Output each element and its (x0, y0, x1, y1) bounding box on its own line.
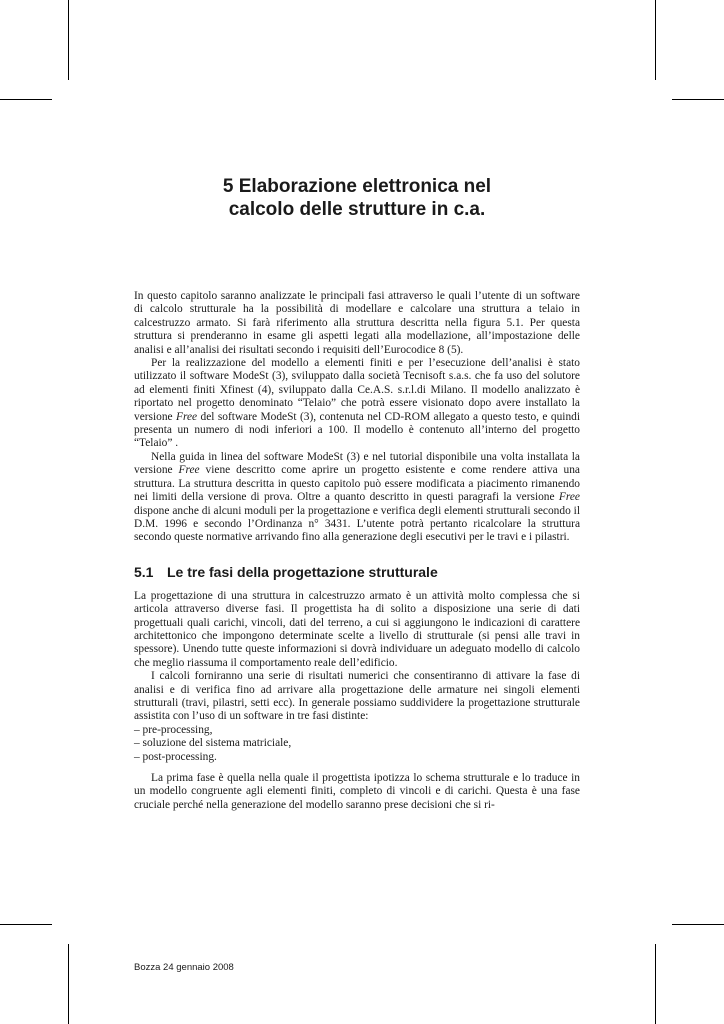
page-body (134, 290, 580, 812)
crop-mark-bottom-right-vertical (655, 944, 656, 1024)
spacer (134, 764, 580, 772)
section-paragraph-2: I calcoli forniranno una serie di risultati numerici che consentiranno di attivare la fase di analisi e di verifica fino ad arrivare alla progettazione delle armature nei singoli elementi strutturali (travi, pilastri, setti ecc). In generale possiamo suddividere la progettazione strutturale assistita con l’uso di un software in tre fasi distinte: (134, 670, 580, 723)
intro-paragraph-3-part-b: viene descritto come aprire un progetto esistente e come rendere attiva una struttura. La struttura descritta in questo capitolo può essere modificata a piacimento rimanendo nei limiti della versione di prova. Oltre a quanto descritto in questi paragrafi la versione (134, 464, 580, 504)
intro-paragraph-2-part-a: Per la realizzazione del modello a elementi finiti e per l’esecuzione dell’analisi è stato utilizzato il software ModeSt (3), sviluppato dalla società Tecnisoft s.a.s. che fa uso del solutore ad elementi finiti Xfinest (4), sviluppato dalla Ce.A.S. s.r.l.di Milano. Il modello analizzato è riportato nel progetto denominato “Telaio” che potrà essere visionato dopo avere installato la versione (134, 357, 580, 423)
crop-mark-top-left-vertical (68, 0, 69, 80)
section-paragraph-3: La prima fase è quella nella quale il progettista ipotizza lo schema strutturale e lo traduce in un modello congruente agli elementi finiti, completo di vincoli e di carichi. Questa è una fase cruciale perché nella generazione del modello saranno prese decisioni che si ri- (134, 772, 580, 811)
intro-paragraph-2-part-b: del software ModeSt (3), contenuta nel CD-ROM allegato a questo testo, e quindi presenta un numero di nodi inferiori a 100. Il modello è contenuto all’interno del progetto “Telaio” . (134, 410, 580, 450)
list-item: – pre-processing, (134, 723, 213, 736)
section-paragraph-1: La progettazione di una struttura in calcestruzzo armato è un attività molto complessa che si articola attraverso diverse fasi. Il progettista ha di solito a disposizione una serie di dati progettuali quali carichi, vincoli, dati del terreno, a cui si aggiungono le indicazioni di carattere architettonico che impongono determinate scelte a livello di strutturale (si pensi alle travi in spessore). Unendo tutte queste informazioni si dovrà individuare un adeguato modello di calcolo che meglio riassuma il comportamento reale dell’edificio. (134, 589, 580, 669)
phase-list (134, 724, 580, 764)
crop-mark-bottom-left-horizontal (0, 924, 52, 925)
intro-paragraph-3-emphasis-2: Free (558, 491, 580, 504)
section-title: Le tre fasi della progettazione strutturale (167, 563, 438, 580)
page-footer: Bozza 24 gennaio 2008 (134, 962, 234, 973)
list-item: – soluzione del sistema matriciale, (134, 737, 292, 750)
intro-paragraph-2-emphasis: Free (176, 410, 198, 423)
intro-paragraph-3-emphasis-1: Free (178, 464, 200, 477)
intro-paragraph-3-part-c: dispone anche di alcuni moduli per la progettazione e verifica degli elementi strutturali secondo il D.M. 1996 e secondo l’Ordinanza n° 3431. L’utente potrà pertanto ricalcolare la struttura secondo queste normative arrivando fino alla generazione degli esecutivi per le travi e i pilastri. (134, 504, 580, 544)
chapter-title-line-1: 5 Elaborazione elettronica nel (222, 176, 492, 197)
section-heading (134, 564, 580, 581)
list-item: – post-processing. (134, 750, 217, 763)
intro-paragraph-3 (134, 451, 580, 545)
crop-mark-top-right-horizontal (672, 99, 724, 100)
chapter-title-line-2: calcolo delle strutture in c.a. (228, 199, 486, 220)
section-number: 5.1 (134, 563, 154, 580)
crop-mark-bottom-left-vertical (68, 944, 69, 1024)
intro-paragraph-2 (134, 357, 580, 451)
crop-mark-top-left-horizontal (0, 99, 52, 100)
crop-mark-bottom-right-horizontal (672, 924, 724, 925)
intro-paragraph-1: In questo capitolo saranno analizzate le principali fasi attraverso le quali l’utente di un software di calcolo strutturale ha la possibilità di modellare e calcolare una struttura a telaio in calcestruzzo armato. Si farà riferimento alla struttura descritta nella figura 5.1. Per questa struttura si prenderanno in esame gli aspetti legati alla modellazione, all’impostazione delle analisi e all’analisi dei risultati secondo i requisiti dell’Eurocodice 8 (5). (134, 290, 580, 356)
chapter-title (134, 175, 580, 221)
crop-mark-top-right-vertical (655, 0, 656, 80)
intro-paragraph-3-part-a: Nella guida in linea del software ModeSt (3) e nel tutorial disponibile una volta installata la versione (134, 450, 580, 477)
